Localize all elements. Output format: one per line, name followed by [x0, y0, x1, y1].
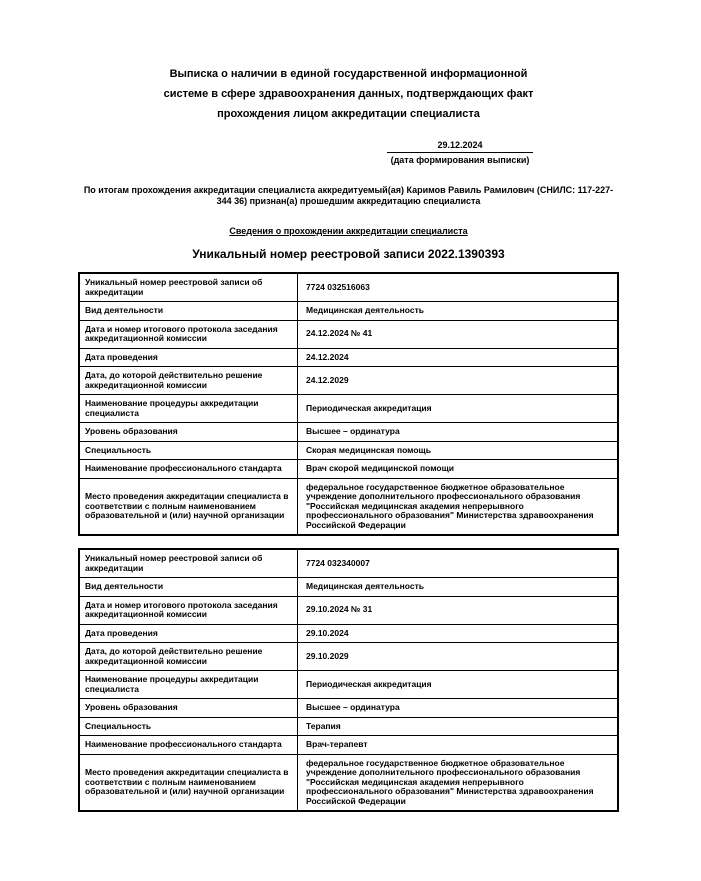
field-label: Дата, до которой действительно решение аккредитационной комиссии	[79, 367, 298, 395]
field-label: Наименование процедуры аккредитации специалиста	[79, 395, 298, 423]
table-row	[79, 624, 618, 643]
table-row	[79, 671, 618, 699]
field-value: 24.12.2024 № 41	[298, 320, 619, 348]
table-row	[79, 395, 618, 423]
table-row	[79, 423, 618, 442]
field-label: Дата проведения	[79, 348, 298, 367]
field-value: Высшее – ординатура	[298, 423, 619, 442]
field-label: Уникальный номер реестровой записи об аккредитации	[79, 273, 298, 302]
field-label: Специальность	[79, 441, 298, 460]
field-value: 29.10.2024 № 31	[298, 596, 619, 624]
accreditation-statement	[78, 185, 619, 207]
field-value: 29.10.2029	[298, 643, 619, 671]
field-label: Наименование профессионального стандарта	[79, 460, 298, 479]
extract-date-value: 29.12.2024	[387, 139, 533, 153]
table-row	[79, 754, 618, 811]
field-label: Уровень образования	[79, 699, 298, 718]
table-row	[79, 460, 618, 479]
table-row	[79, 549, 618, 578]
table-row	[79, 441, 618, 460]
field-value: федеральное государственное бюджетное образовательное учреждение дополнительного профессионального образования "Российская медицинская академия непрерывного профессионального образования" Министерства здравоохранения Российской Федерации	[298, 754, 619, 811]
field-value: Периодическая аккредитация	[298, 395, 619, 423]
field-value: 24.12.2029	[298, 367, 619, 395]
field-label: Место проведения аккредитации специалиста в соответствии с полным наименованием образовательной и (или) научной организации	[79, 754, 298, 811]
table-row	[79, 348, 618, 367]
title-line-1: Выписка о наличии в единой государственной информационной	[169, 68, 528, 80]
field-value: 7724 032340007	[298, 549, 619, 578]
field-label: Специальность	[79, 717, 298, 736]
table-row	[79, 478, 618, 535]
field-label: Вид деятельности	[79, 578, 298, 597]
field-value: Врач скорой медицинской помощи	[298, 460, 619, 479]
field-label: Дата, до которой действительно решение аккредитационной комиссии	[79, 643, 298, 671]
field-value: Скорая медицинская помощь	[298, 441, 619, 460]
field-value: Терапия	[298, 717, 619, 736]
field-label: Дата и номер итогового протокола заседания аккредитационной комиссии	[79, 596, 298, 624]
field-value: Медицинская деятельность	[298, 302, 619, 321]
field-label: Вид деятельности	[79, 302, 298, 321]
table-row	[79, 320, 618, 348]
field-label: Уровень образования	[79, 423, 298, 442]
table-row	[79, 578, 618, 597]
field-value: Высшее – ординатура	[298, 699, 619, 718]
field-label: Уникальный номер реестровой записи об аккредитации	[79, 549, 298, 578]
table-row	[79, 596, 618, 624]
field-value: 24.12.2024	[298, 348, 619, 367]
field-label: Наименование процедуры аккредитации специалиста	[79, 671, 298, 699]
field-value: Периодическая аккредитация	[298, 671, 619, 699]
table-row	[79, 717, 618, 736]
field-label: Место проведения аккредитации специалиста в соответствии с полным наименованием образовательной и (или) научной организации	[79, 478, 298, 535]
document-title	[78, 64, 619, 124]
field-value: 29.10.2024	[298, 624, 619, 643]
registry-record-number-heading: Уникальный номер реестровой записи 2022.1390393	[192, 247, 505, 261]
section-heading: Сведения о прохождении аккредитации специалиста	[229, 226, 468, 236]
table-row	[79, 736, 618, 755]
statement-line-1: По итогам прохождения аккредитации специалиста аккредитуемый(ая) Каримов Равиль Рамилович (СНИЛС: 117-227-	[83, 185, 614, 195]
table-row	[79, 699, 618, 718]
field-value: Врач-терапевт	[298, 736, 619, 755]
field-label: Дата проведения	[79, 624, 298, 643]
table-row	[79, 643, 618, 671]
field-value: федеральное государственное бюджетное образовательное учреждение дополнительного профессионального образования "Российская медицинская академия непрерывного профессионального образования" Министерства здравоохранения Российской Федерации	[298, 478, 619, 535]
table-row	[79, 302, 618, 321]
field-label: Наименование профессионального стандарта	[79, 736, 298, 755]
extract-date-block	[387, 139, 533, 166]
field-value: Медицинская деятельность	[298, 578, 619, 597]
accreditation-table-1	[78, 272, 619, 536]
title-line-2: системе в сфере здравоохранения данных, подтверждающих факт	[163, 88, 534, 100]
accreditation-table-2	[78, 548, 619, 812]
field-value: 7724 032516063	[298, 273, 619, 302]
title-line-3: прохождения лицом аккредитации специалиста	[217, 108, 480, 120]
table-row	[79, 367, 618, 395]
table-row	[79, 273, 618, 302]
statement-line-2: 344 36) признан(а) прошедшим аккредитацию специалиста	[216, 196, 481, 206]
field-label: Дата и номер итогового протокола заседания аккредитационной комиссии	[79, 320, 298, 348]
extract-date-caption: (дата формирования выписки)	[390, 155, 530, 165]
